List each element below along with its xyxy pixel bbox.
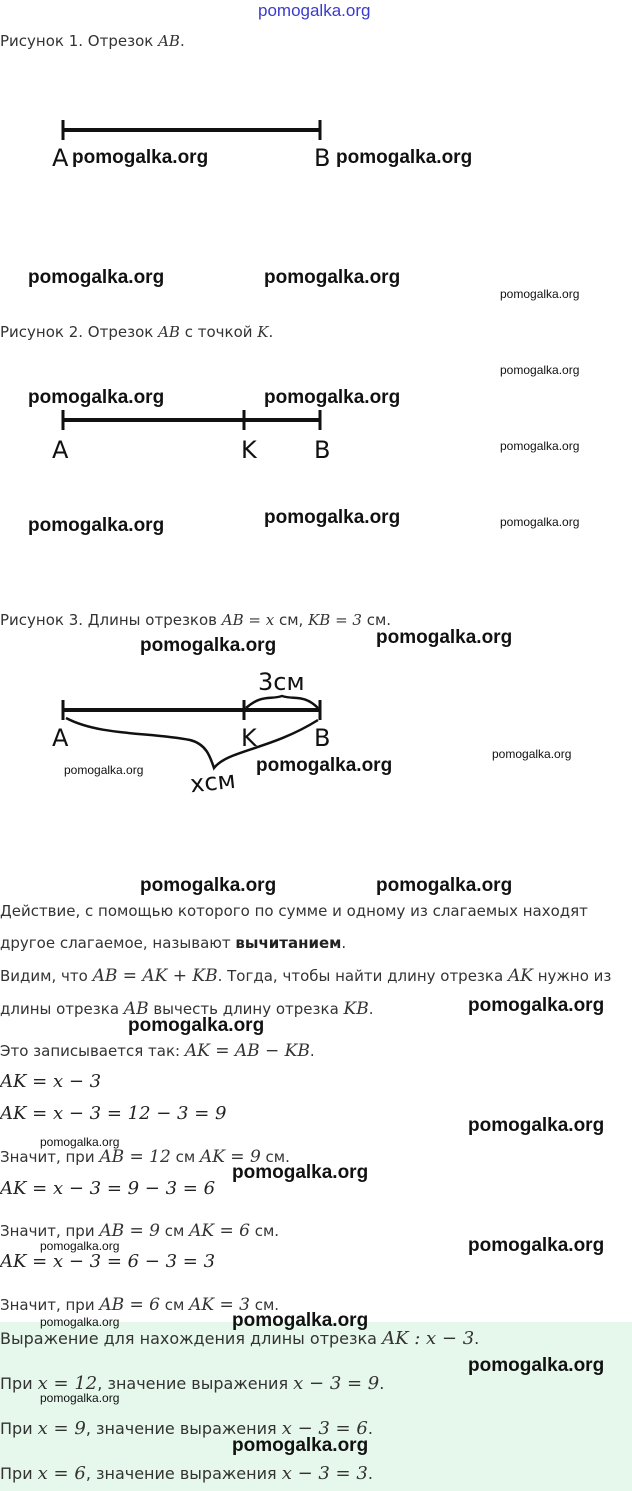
watermark: pomogalka.org (468, 1355, 605, 1376)
watermark: pomogalka.org (64, 763, 144, 777)
figure-1-label-b: B (314, 144, 331, 172)
watermark: pomogalka.org (264, 267, 401, 288)
watermark: pomogalka.org (500, 439, 580, 453)
watermark: pomogalka.org (28, 267, 165, 288)
answer-line-3: При x = 9, значение выражения x − 3 = 6. (0, 1418, 373, 1439)
conclusion-3: Значит, при AB = 6 см AK = 3 см. (0, 1295, 280, 1315)
figure-2-label-a: A (52, 436, 69, 464)
figure-3-label-k: K (241, 724, 257, 752)
watermark: pomogalka.org (40, 1135, 120, 1149)
equation-2: AK = x − 3 = 12 − 3 = 9 (0, 1103, 227, 1124)
equation-4: AK = x − 3 = 6 − 3 = 3 (0, 1251, 216, 1272)
answer-line-1: Выражение для нахождения длины отрезка AK : x − 3. (0, 1328, 480, 1349)
formula-line: Это записывается так: AK = AB − KB. (0, 1041, 315, 1061)
length-line: длины отрезка AB вычесть длину отрезка KB. (0, 999, 374, 1019)
watermark: pomogalka.org (40, 1239, 120, 1253)
figure-2-caption: Рисунок 2. Отрезок AB с точкой K. (0, 323, 274, 341)
watermark: pomogalka.org (500, 363, 580, 377)
conclusion-1: Значит, при AB = 12 см AK = 9 см. (0, 1147, 290, 1167)
watermark: pomogalka.org (128, 1015, 265, 1036)
watermark: pomogalka.org (468, 1235, 605, 1256)
watermark: pomogalka.org (232, 1310, 369, 1331)
answer-line-4: При x = 6, значение выражения x − 3 = 3. (0, 1463, 373, 1484)
watermark: pomogalka.org (28, 515, 165, 536)
watermark: pomogalka.org (72, 147, 209, 168)
watermark: pomogalka.org (376, 627, 513, 648)
watermark-top: pomogalka.org (258, 1, 371, 20)
figure-2-label-b: B (314, 436, 331, 464)
watermark: pomogalka.org (336, 147, 473, 168)
figure-3-label-xcm: xсм (188, 765, 237, 799)
watermark: pomogalka.org (40, 1315, 120, 1329)
watermark: pomogalka.org (468, 1115, 605, 1136)
definition-line-1: Действие, с помощью которого по сумме и одному из слагаемых находят (0, 902, 588, 920)
figure-3-caption: Рисунок 3. Длины отрезков AB = x см, KB = 3 см. (0, 611, 392, 629)
watermark: pomogalka.org (232, 1435, 369, 1456)
conclusion-2: Значит, при AB = 9 см AK = 6 см. (0, 1221, 280, 1241)
watermark: pomogalka.org (28, 387, 165, 408)
watermark: pomogalka.org (232, 1162, 369, 1183)
figure-1-caption: Рисунок 1. Отрезок AB. (0, 32, 185, 50)
answer-line-2: При x = 12, значение выражения x − 3 = 9. (0, 1373, 385, 1394)
definition-line-2: другое слагаемое, называют вычитанием. (0, 934, 347, 952)
figure-2-label-k: K (241, 436, 257, 464)
figure-1-label-a: A (52, 144, 69, 172)
watermark: pomogalka.org (500, 287, 580, 301)
watermark: pomogalka.org (264, 507, 401, 528)
watermark: pomogalka.org (376, 875, 513, 896)
watermark: pomogalka.org (256, 755, 393, 776)
observation-line: Видим, что AB = AK + KB. Тогда, чтобы найти длину отрезка AK нужно из (0, 966, 612, 986)
watermark: pomogalka.org (500, 515, 580, 529)
figure-3-label-b: B (314, 724, 331, 752)
watermark: pomogalka.org (468, 995, 605, 1016)
figure-3-label-3cm: 3см (258, 668, 305, 696)
equation-1: AK = x − 3 (0, 1071, 102, 1092)
figure-3-label-a: A (52, 724, 69, 752)
equation-3: AK = x − 3 = 9 − 3 = 6 (0, 1178, 216, 1199)
watermark: pomogalka.org (140, 875, 277, 896)
watermark: pomogalka.org (264, 387, 401, 408)
watermark: pomogalka.org (40, 1391, 120, 1405)
watermark: pomogalka.org (492, 747, 572, 761)
watermark: pomogalka.org (140, 635, 277, 656)
